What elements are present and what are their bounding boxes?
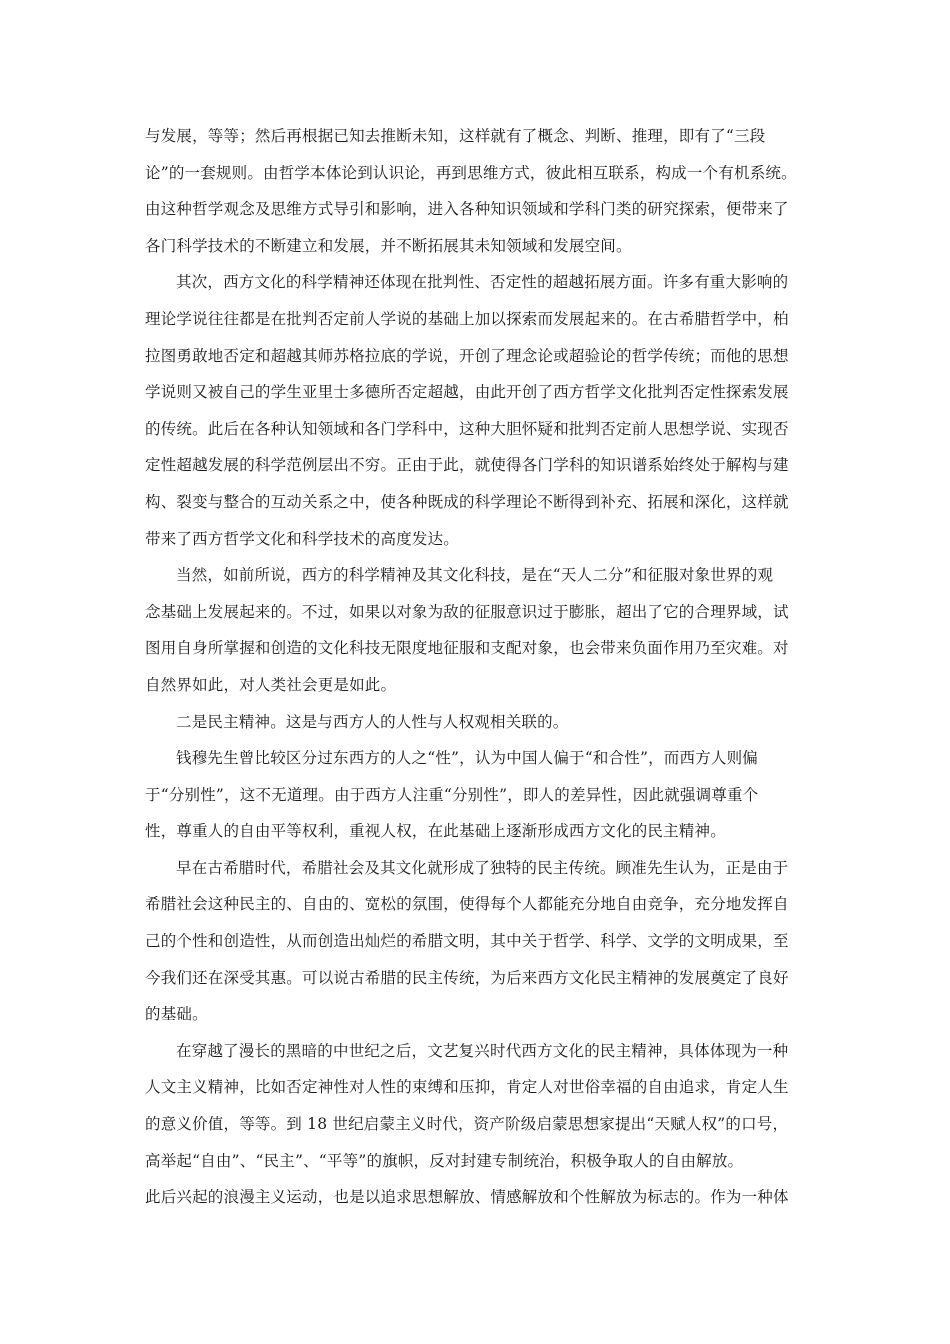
text-line: 此后兴起的浪漫主义运动，也是以追求思想解放、情感解放和个性解放为标志的。作为一种体 (145, 1188, 789, 1207)
text-line: 的基础。 (145, 1005, 208, 1024)
text-line: 于“分别性”，这不无道理。由于西方人注重“分别性”，即人的差异性，因此就强调尊重个 (145, 785, 759, 804)
text-line: 拉图勇敢地否定和超越其师苏格拉底的学说，开创了理念论或超验论的哲学传统；而他的思想 (145, 346, 789, 365)
text-line: 构、裂变与整合的互动关系之中，使各种既成的科学理论不断得到补充、拓展和深化，这样就 (145, 492, 789, 511)
text-line: 各门科学技术的不断建立和发展，并不断拓展其未知领域和发展空间。 (145, 236, 632, 255)
paragraph-first-line: 二是民主精神。这是与西方人的人性与人权观相关联的。 (176, 712, 569, 731)
text-line: 念基础上发展起来的。不过，如果以对象为敌的征服意识过于膨胀，超出了它的合理界域，试 (145, 602, 789, 621)
text-line: 希腊社会这种民主的、自由的、宽松的氛围，使得每个人都能充分地自由竞争，充分地发挥自 (145, 895, 789, 914)
paragraph-first-line: 当然，如前所说，西方的科学精神及其文化科技，是在“天人二分”和征服对象世界的观 (176, 566, 774, 585)
paragraph-first-line: 在穿越了漫长的黑暗的中世纪之后，文艺复兴时代西方文化的民主精神，具体体现为一种 (176, 1041, 789, 1060)
text-line: 论”的一套规则。由哲学本体论到认识论，再到思维方式，彼此相互联系，构成一个有机系统。 (145, 163, 797, 182)
text-line: 的意义价值，等等。到 18 世纪启蒙主义时代，资产阶级启蒙思想家提出“天赋人权”的口号， (145, 1115, 789, 1134)
text-line: 学说则又被自己的学生亚里士多德所否定超越，由此开创了西方哲学文化批判否定性探索发展 (145, 383, 789, 402)
text-line: 图用自身所掌握和创造的文化科技无限度地征服和支配对象，也会带来负面作用乃至灾难。对 (145, 639, 789, 658)
text-line: 今我们还在深受其惠。可以说古希腊的民主传统，为后来西方文化民主精神的发展奠定了良好 (145, 968, 789, 987)
text-line: 带来了西方哲学文化和科学技术的高度发达。 (145, 529, 460, 548)
paragraph-first-line: 其次，西方文化的科学精神还体现在批判性、否定性的超越拓展方面。许多有重大影响的 (176, 273, 789, 292)
paragraph-first-line: 钱穆先生曾比较区分过东西方的人之“性”，认为中国人偏于“和合性”，而西方人则偏 (176, 749, 758, 768)
text-line: 人文主义精神，比如否定神性对人性的束缚和压抑，肯定人对世俗幸福的自由追求，肯定人生 (145, 1078, 789, 1097)
text-line: 与发展，等等；然后再根据已知去推断未知，这样就有了概念、判断、推理，即有了“三段 (145, 127, 766, 145)
text-line: 高举起“自由”、“民主”、“平等”的旗帜，反对封建专制统治，积极争取人的自由解放。 (145, 1151, 744, 1170)
text-line: 己的个性和创造性，从而创造出灿烂的希腊文明，其中关于哲学、科学、文学的文明成果，至 (145, 932, 789, 951)
text-line: 的传统。此后在各种认知领域和各门学科中，这种大胆怀疑和批判否定前人思想学说、实现否 (145, 419, 789, 438)
paragraph-first-line: 早在古希腊时代，希腊社会及其文化就形成了独特的民主传统。顾准先生认为，正是由于 (176, 858, 789, 877)
text-line: 理论学说往往都是在批判否定前人学说的基础上加以探索而发展起来的。在古希腊哲学中，柏 (145, 309, 789, 328)
text-line: 自然界如此，对人类社会更是如此。 (145, 675, 397, 694)
body-text (145, 118, 805, 1216)
text-line: 由这种哲学观念及思维方式导引和影响，进入各种知识领域和学科门类的研究探索，便带来了 (145, 200, 789, 219)
text-line: 定性超越发展的科学范例层出不穷。正由于此，就使得各门学科的知识谱系始终处于解构与建 (145, 456, 789, 475)
text-line: 性，尊重人的自由平等权利，重视人权，在此基础上逐渐形成西方文化的民主精神。 (145, 822, 726, 841)
